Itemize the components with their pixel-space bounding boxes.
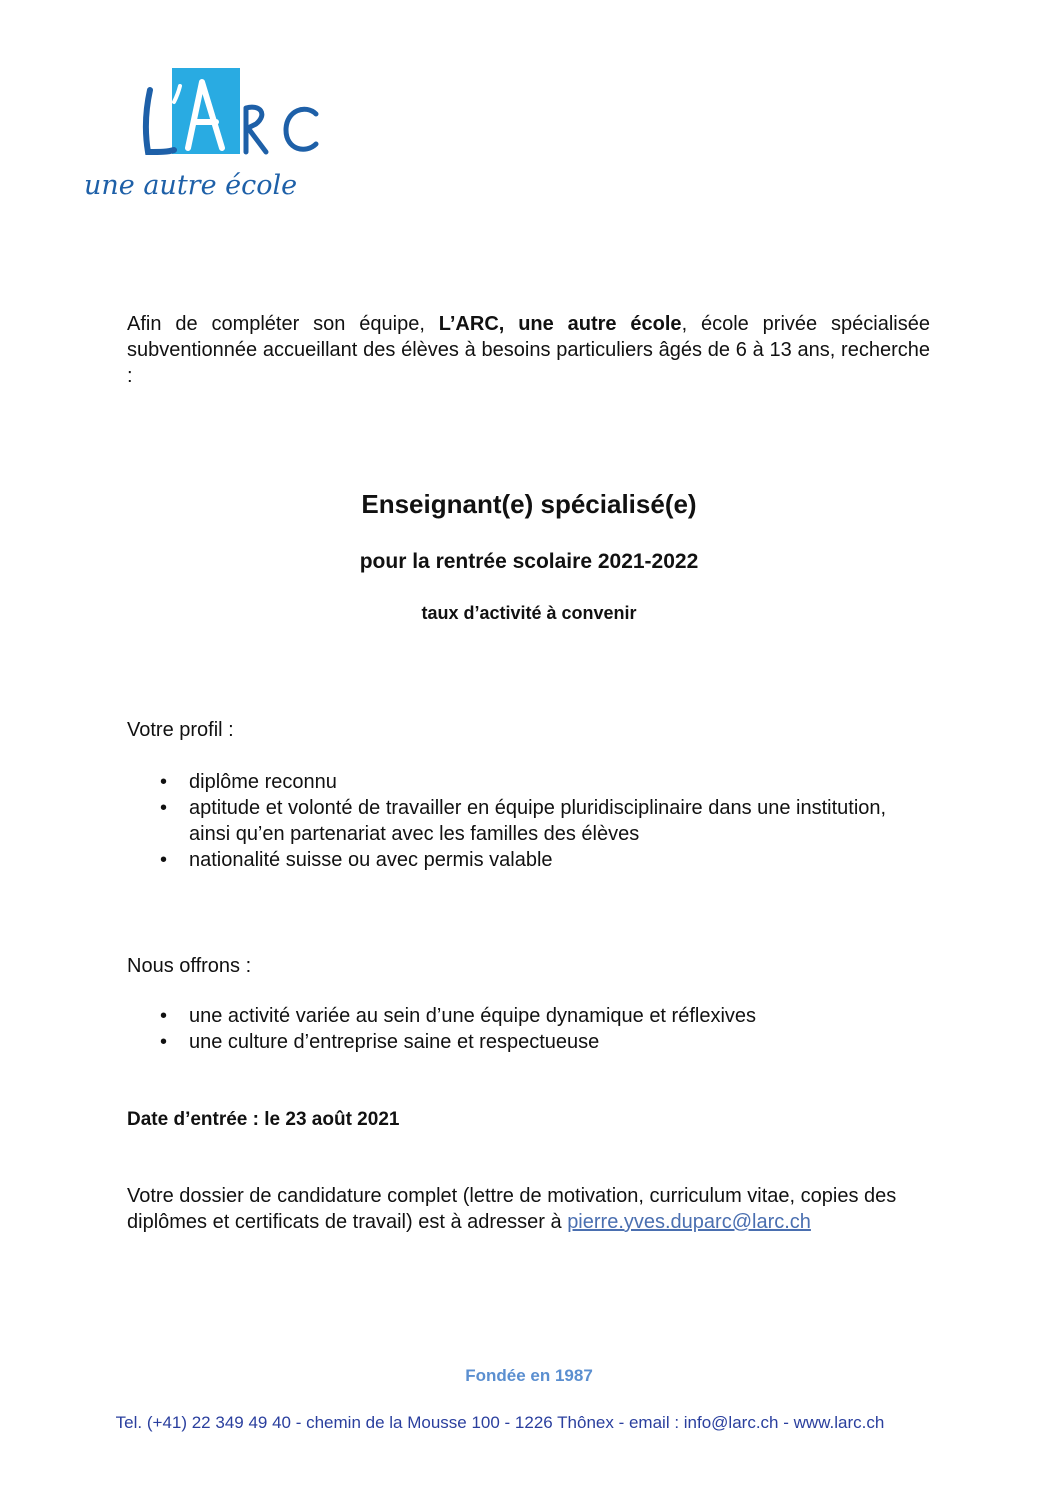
application-paragraph xyxy=(127,1183,937,1235)
footer-founded: Fondée en 1987 xyxy=(465,1366,593,1385)
offer-list xyxy=(127,1003,927,1055)
list-item: • une activité variée au sein d’une équipe dynamique et réflexives xyxy=(127,1003,927,1029)
intro-text-start: Afin de compléter son équipe, xyxy=(127,313,439,335)
start-date: Date d’entrée : le 23 août 2021 xyxy=(127,1109,400,1130)
job-title: Enseignant(e) spécialisé(e) xyxy=(361,489,697,519)
list-item: • nationalité suisse ou avec permis valable xyxy=(127,847,927,873)
list-item: • aptitude et volonté de travailler en équipe pluridisciplinaire dans une institution, ainsi qu’en partenariat avec les familles des élèves xyxy=(127,795,927,847)
logo-cyan-block xyxy=(172,68,240,154)
logo-letter-l xyxy=(146,90,174,152)
list-item: • diplôme reconnu xyxy=(127,769,927,795)
intro-paragraph xyxy=(127,311,930,389)
larc-logo xyxy=(84,68,324,204)
list-item: • une culture d’entreprise saine et respectueuse xyxy=(127,1029,927,1055)
application-email-link[interactable]: pierre.yves.duparc@larc.ch xyxy=(567,1211,811,1233)
offer-label: Nous offrons : xyxy=(127,955,252,977)
profile-label: Votre profil : xyxy=(127,719,234,741)
job-rate: taux d’activité à convenir xyxy=(421,603,637,623)
intro-text-end: , école privée spécialisée subventionnée accueillant des élèves à besoins particuliers âgés de 6 à 13 ans, recherche : xyxy=(127,313,930,387)
logo-letter-r xyxy=(246,107,266,152)
application-text: Votre dossier de candidature complet (lettre de motivation, curriculum vitae, copies des diplômes et certificats de travail) est à adresser à xyxy=(127,1185,897,1233)
logo-letter-c xyxy=(286,109,316,149)
logo-tagline: une autre école xyxy=(84,170,298,201)
profile-list xyxy=(127,769,927,873)
footer-contact: Tel. (+41) 22 349 49 40 - chemin de la Mousse 100 - 1226 Thônex - email : info@larc.ch - www.larc.ch xyxy=(115,1413,885,1432)
intro-school-name: L’ARC, une autre école xyxy=(438,313,682,335)
job-subtitle: pour la rentrée scolaire 2021-2022 xyxy=(359,550,699,573)
